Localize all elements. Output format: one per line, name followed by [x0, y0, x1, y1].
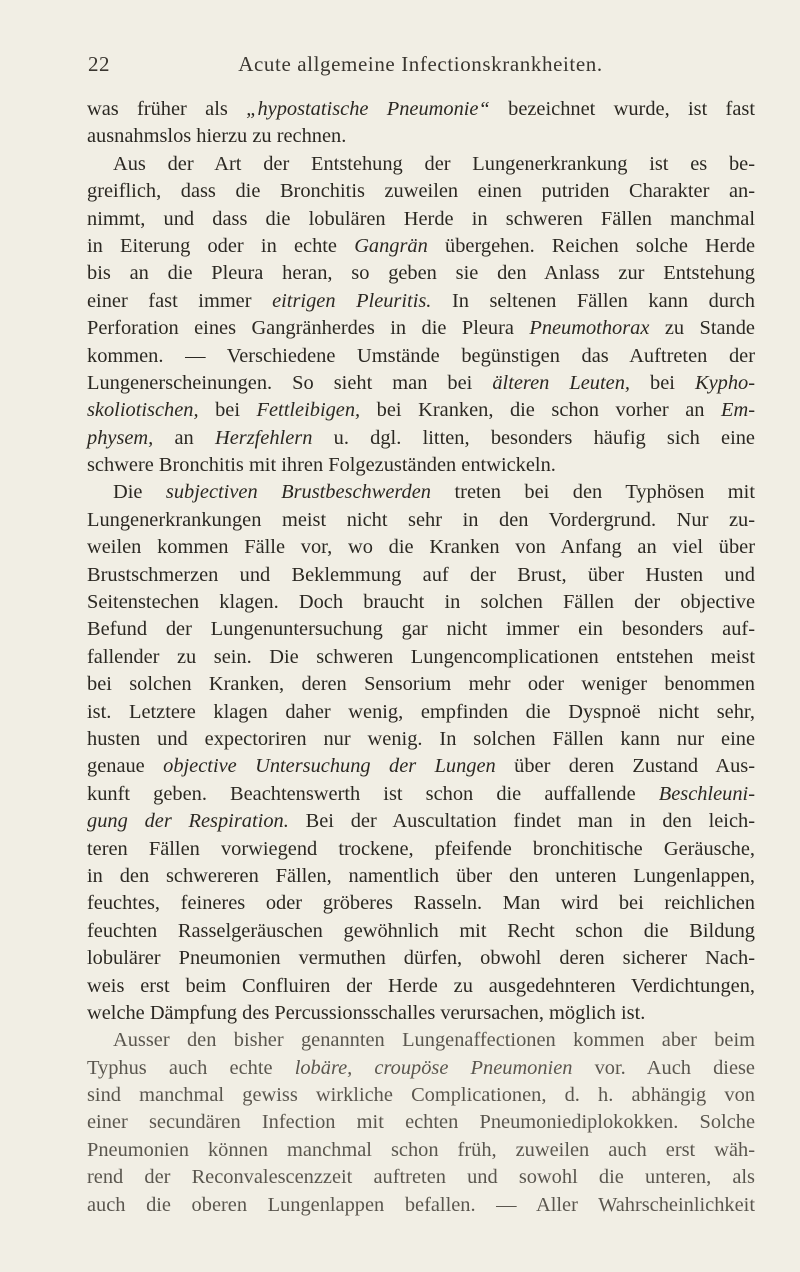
running-head: Acute allgemeine Infectionskrankheiten.	[238, 52, 603, 76]
text-line: Seitenstechen klagen. Doch braucht in solchen Fällen der objective	[87, 591, 755, 614]
text-line: teren Fällen vorwiegend trockene, pfeifende bronchitische Geräusche,	[87, 837, 755, 860]
text-line: bei solchen Kranken, deren Sensorium mehr oder weniger benommen	[87, 673, 755, 696]
text-line: gung der Respiration. Bei der Auscultation findet man in den leich-	[87, 810, 755, 833]
text-line: fallender zu sein. Die schweren Lungencomplicationen entstehen meist	[87, 645, 755, 668]
text-line: welche Dämpfung des Percussionsschalles verursachen, möglich ist.	[87, 1001, 646, 1024]
text-line: physem, an Herzfehlern u. dgl. litten, besonders häufig sich eine	[87, 426, 755, 449]
text-line: was früher als „hypostatische Pneumonie“ bezeichnet wurde, ist fast	[87, 98, 755, 120]
text-line: nimmt, und dass die lobulären Herde in schweren Fällen manchmal	[87, 207, 755, 230]
text-line: Lungenerkrankungen meist nicht sehr in den Vordergrund. Nur zu-	[87, 508, 755, 531]
page-number: 22	[88, 52, 110, 76]
text-line: sind manchmal gewiss wirkliche Complicationen, d. h. abhängig von	[87, 1084, 755, 1107]
text-line: kommen. — Verschiedene Umstände begünstigen das Auftreten der	[87, 344, 755, 367]
text-line: weilen kommen Fälle vor, wo die Kranken von Anfang an viel über	[87, 536, 755, 559]
text-line: einer secundären Infection mit echten Pneumoniediplokokken. Solche	[87, 1111, 755, 1134]
text-line: in den schwereren Fällen, namentlich über den unteren Lungenlappen,	[87, 864, 755, 887]
text-line: ist. Letztere klagen daher wenig, empfinden die Dyspnoë nicht sehr,	[87, 700, 755, 723]
text-line: Brustschmerzen und Beklemmung auf der Brust, über Husten und	[87, 563, 755, 586]
text-line: in Eiterung oder in echte Gangrän übergehen. Reichen solche Herde	[87, 234, 755, 257]
text-line: schwere Bronchitis mit ihren Folgezuständen entwickeln.	[87, 454, 556, 477]
text-line: feuchten Rasselgeräuschen gewöhnlich mit Recht schon die Bildung	[87, 919, 755, 942]
text-line: weis erst beim Confluiren der Herde zu ausgedehnteren Verdichtungen,	[87, 974, 755, 997]
text-line: skoliotischen, bei Fettleibigen, bei Kranken, die schon vorher an Em-	[87, 399, 755, 422]
text-line: Ausser den bisher genannten Lungenaffectionen kommen aber beim	[113, 1029, 755, 1052]
body-text	[87, 96, 755, 1219]
text-line: greiflich, dass die Bronchitis zuweilen einen putriden Charakter an-	[87, 180, 755, 203]
text-line: einer fast immer eitrigen Pleuritis. In seltenen Fällen kann durch	[87, 289, 755, 312]
text-line: feuchtes, feineres oder gröberes Rasseln. Man wird bei reichlichen	[87, 892, 755, 915]
text-line: Perforation eines Gangränherdes in die Pleura Pneumothorax zu Stande	[87, 317, 755, 340]
text-line: lobulärer Pneumonien vermuthen dürfen, obwohl deren sicherer Nach-	[87, 947, 755, 970]
text-line: rend der Reconvalescenzzeit auftreten und sowohl die unteren, als	[87, 1166, 755, 1189]
text-line: bis an die Pleura heran, so geben sie den Anlass zur Entstehung	[87, 262, 755, 285]
text-line: Die subjectiven Brustbeschwerden treten bei den Typhösen mit	[113, 481, 755, 504]
text-line: Lungenerscheinungen. So sieht man bei älteren Leuten, bei Kypho-	[87, 371, 755, 394]
text-line: kunft geben. Beachtenswerth ist schon die auffallende Beschleuni-	[87, 782, 755, 805]
text-line: ausnahmslos hierzu zu rechnen.	[87, 125, 347, 148]
text-line: Pneumonien können manchmal schon früh, zuweilen auch erst wäh-	[87, 1138, 755, 1161]
page-header	[88, 52, 753, 82]
text-line: husten und expectoriren nur wenig. In solchen Fällen kann nur eine	[87, 727, 755, 750]
text-line: auch die oberen Lungenlappen befallen. — Aller Wahrscheinlichkeit	[87, 1193, 755, 1216]
text-line: Aus der Art der Entstehung der Lungenerkrankung ist es be-	[113, 152, 755, 175]
text-line: genaue objective Untersuchung der Lungen über deren Zustand Aus-	[87, 755, 755, 778]
text-line: Befund der Lungenuntersuchung gar nicht immer ein besonders auf-	[87, 618, 755, 641]
text-line: Typhus auch echte lobäre, croupöse Pneumonien vor. Auch diese	[87, 1056, 755, 1079]
